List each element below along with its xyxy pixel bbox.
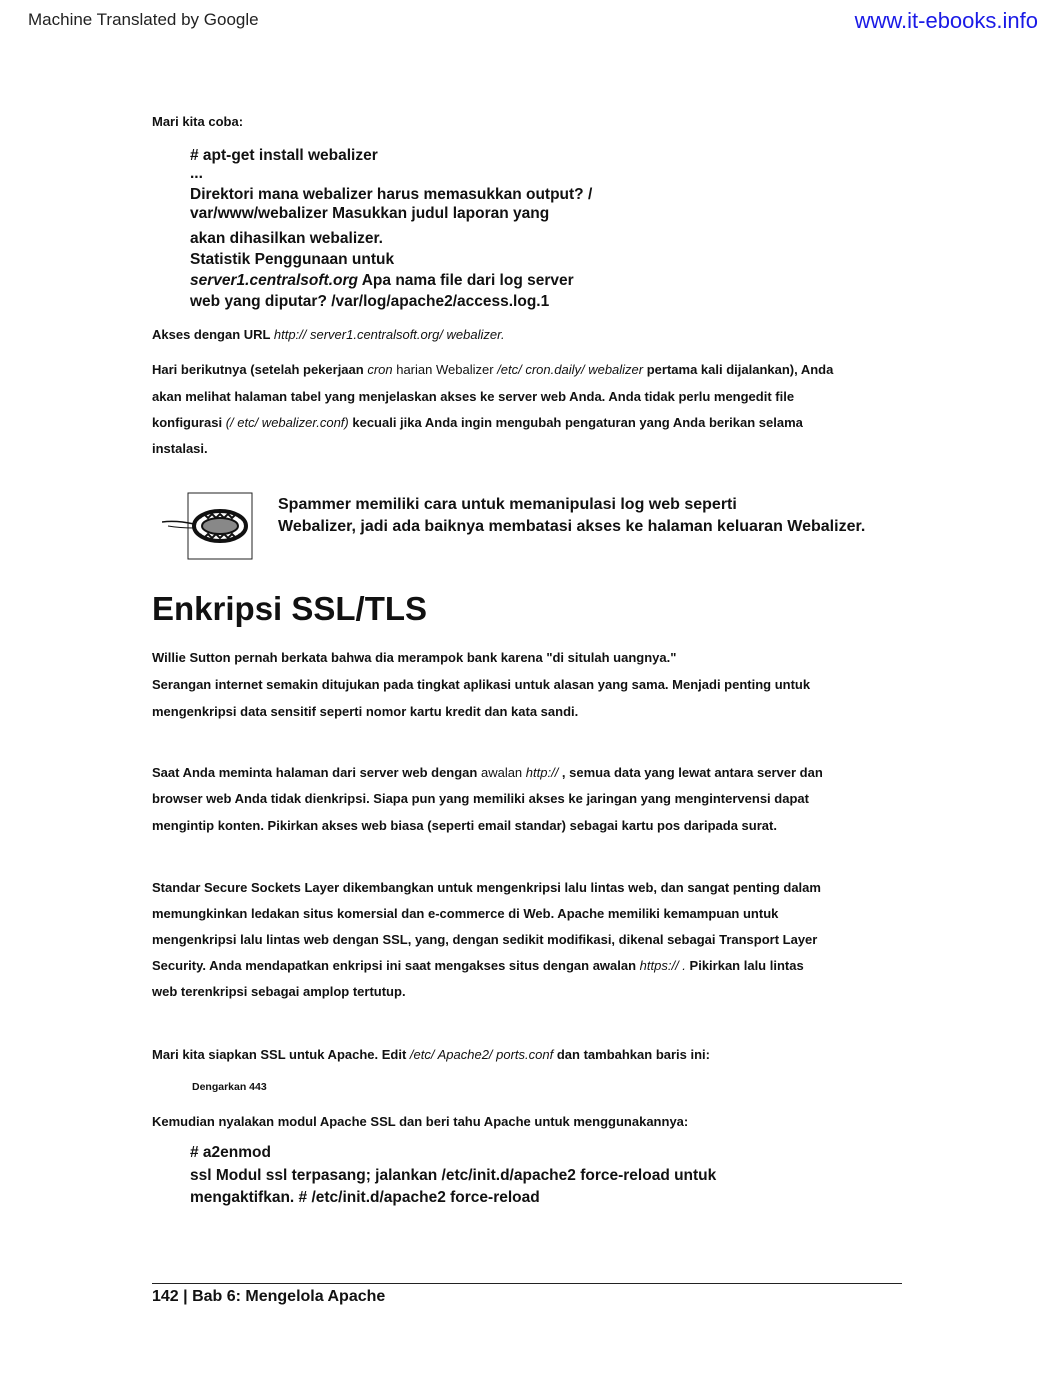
text-line: mengintip konten. Pikirkan akses web biasa (seperti email standar) sebagai kartu pos daripada surat. [152,818,777,833]
text-line: Standar Secure Sockets Layer dikembangkan untuk mengenkripsi lalu lintas web, dan sangat penting dalam [152,880,821,895]
config-line: Dengarkan 443 [192,1081,267,1093]
path: (/ etc/ webalizer.conf) [225,415,349,430]
code-line [190,272,574,290]
text-line: mengenkripsi lalu lintas web dengan SSL, yang, dengan sedikit modifikasi, dikenal sebagai Transport Layer [152,932,818,947]
section-heading: Enkripsi SSL/TLS [152,590,428,627]
path: /etc/ Apache2/ ports.conf [409,1047,554,1062]
access-url-line [152,327,505,342]
text-line [152,1047,710,1062]
site-link[interactable]: www.it-ebooks.info [854,8,1038,33]
code-line: var/www/webalizer Masukkan judul laporan yang [190,205,550,222]
footer-divider [152,1283,902,1284]
text-line: Serangan internet semakin ditujukan pada tingkat aplikasi untuk alasan yang sama. Menjadi penting untuk [152,677,811,692]
access-url: http:// server1.centralsoft.org/ webalizer. [273,327,505,342]
prefix: https:// . [639,958,686,973]
text: pertama kali dijalankan), Anda [643,362,834,377]
text-line: web terenkripsi sebagai amplop tertutup. [152,984,406,999]
page-footer: 142 | Bab 6: Mengelola Apache [152,1288,386,1305]
text-line: browser web Anda tidak dienkripsi. Siapa pun yang memiliki akses ke jaringan yang mengintervensi dapat [152,791,809,806]
prefix: http:// [522,765,562,780]
code-line: Direktori mana webalizer harus memasukkan output? / [190,186,593,203]
code-line: # a2enmod [190,1144,271,1161]
trap-icon [162,492,254,560]
code-line: web yang diputar? /var/log/apache2/access.log.1 [190,293,550,310]
note-line: Webalizer, jadi ada baiknya membatasi akses ke halaman keluaran Webalizer. [278,518,866,535]
cron-term: cron [367,362,393,377]
text-line [152,362,833,377]
translation-notice: Machine Translated by Google [28,10,259,29]
text: Pikirkan lalu lintas [685,958,804,973]
text-line [152,958,804,973]
text: kecuali jika Anda ingin mengubah pengaturan yang Anda berikan selama [348,415,803,430]
text: awalan [480,765,523,780]
text: konfigurasi [152,415,226,430]
hostname: server1.centralsoft.org [190,272,358,289]
text-line: akan melihat halaman tabel yang menjelaskan akses ke server web Anda. Anda tidak perlu mengedit file [152,389,795,404]
intro-text: Mari kita coba: [152,114,244,129]
note-line: Spammer memiliki cara untuk memanipulasi log web seperti [278,496,737,513]
code-line: Statistik Penggunaan untuk [190,251,395,268]
text: , semua data yang lewat antara server dan [561,765,823,780]
code-line: ssl Modul ssl terpasang; jalankan /etc/init.d/apache2 force-reload untuk [190,1167,717,1184]
code-line: mengaktifkan. # /etc/init.d/apache2 force-reload [190,1189,540,1206]
access-label: Akses dengan URL [152,327,274,342]
text-line [152,765,823,780]
code-line: akan dihasilkan webalizer. [190,230,383,247]
code-line: ... [190,165,203,182]
text: dan tambahkan baris ini: [553,1047,710,1062]
path: /etc/ cron.daily/ webalizer [497,362,644,377]
text: Saat Anda meminta halaman dari server web dengan [152,765,481,780]
text-line: memungkinkan ledakan situs komersial dan e-commerce di Web. Apache memiliki kemampuan untuk [152,906,779,921]
text: Mari kita siapkan SSL untuk Apache. Edit [152,1047,410,1062]
text-line: mengenkripsi data sensitif seperti nomor kartu kredit dan kata sandi. [152,704,579,719]
text: Security. Anda mendapatkan enkripsi ini saat mengakses situs dengan awalan [152,958,640,973]
text-line: instalasi. [152,441,208,456]
text-line [152,415,803,430]
code-line: # apt-get install webalizer [190,147,378,164]
text: Hari berikutnya (setelah pekerjaan [152,362,368,377]
text: harian Webalizer [392,362,498,377]
text-line: Kemudian nyalakan modul Apache SSL dan beri tahu Apache untuk menggunakannya: [152,1114,689,1129]
code-text: Apa nama file dari log server [358,272,574,289]
text-line: Willie Sutton pernah berkata bahwa dia merampok bank karena "di situlah uangnya." [152,650,677,665]
